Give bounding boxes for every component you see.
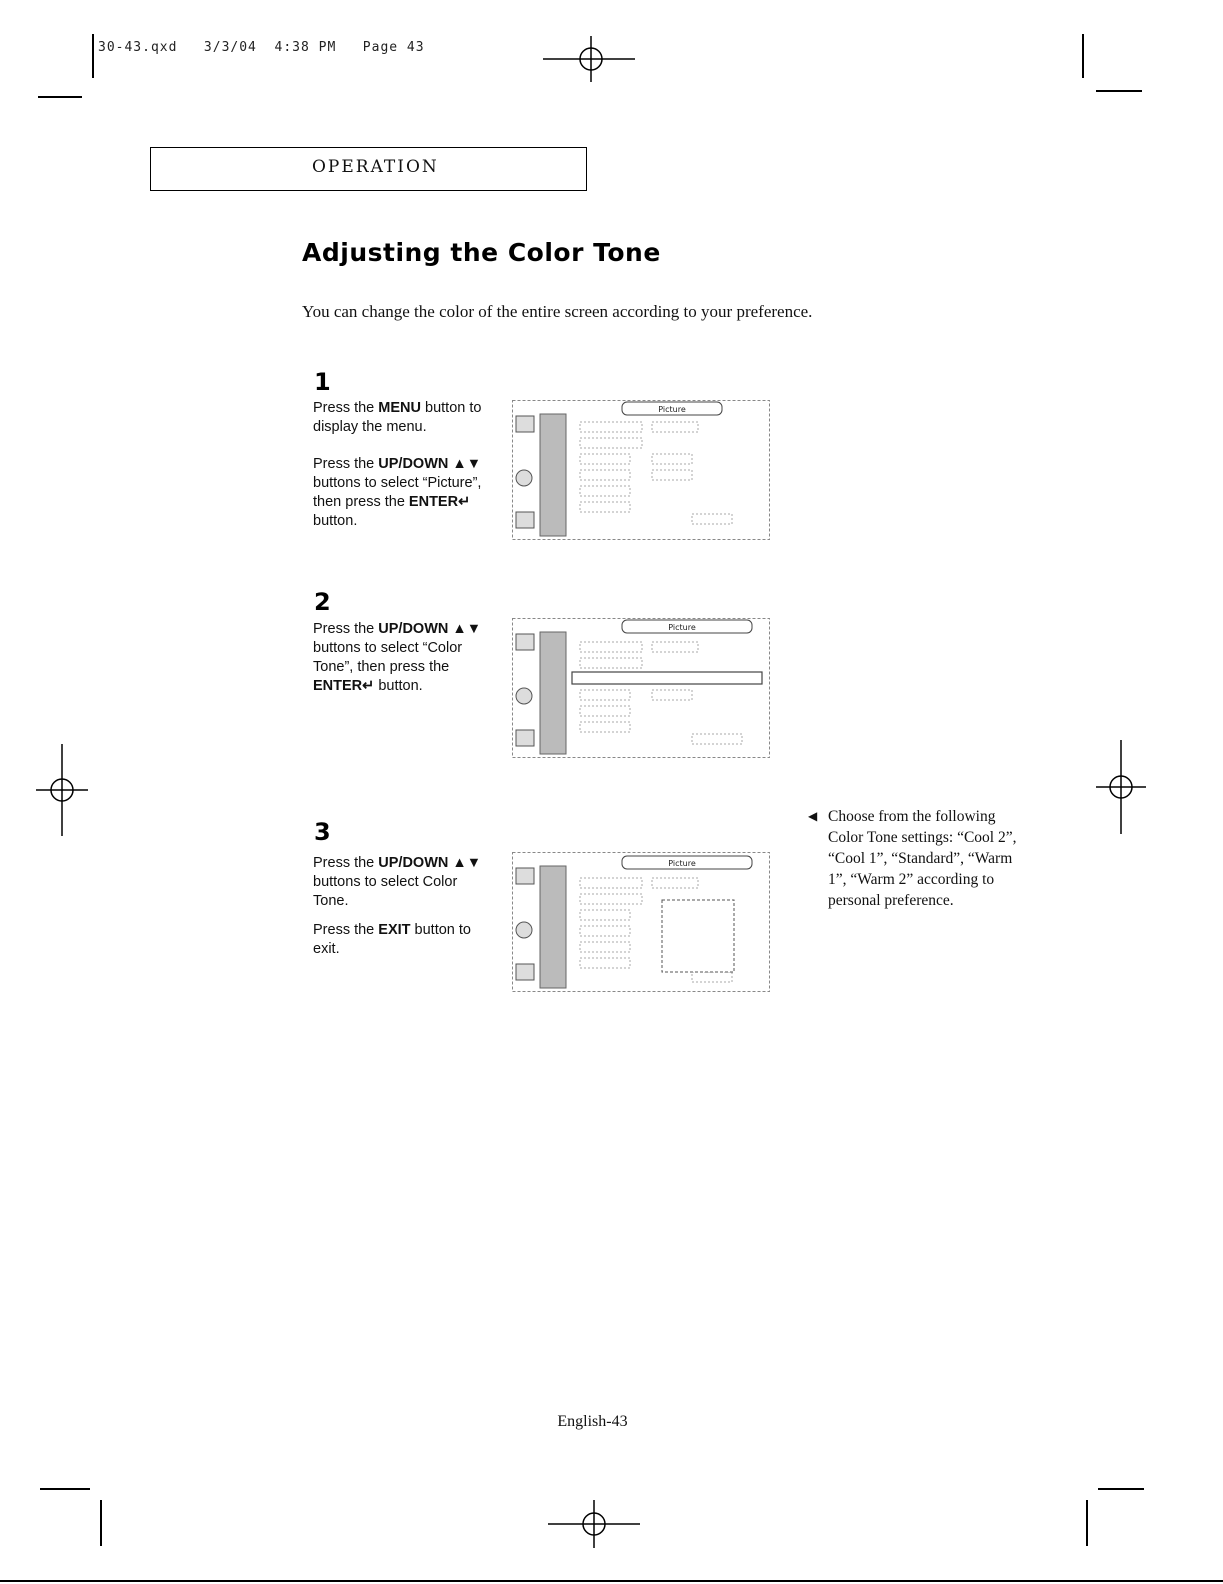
crop-mark bbox=[1082, 34, 1084, 78]
step-1-screen-title: Picture bbox=[658, 405, 686, 414]
crop-mark bbox=[92, 34, 94, 78]
crop-mark bbox=[1096, 90, 1142, 92]
registration-mark-icon bbox=[1096, 740, 1146, 834]
step-2-number: 2 bbox=[314, 588, 331, 616]
step-3-paragraph-2: Press the EXIT button to exit. bbox=[313, 922, 471, 957]
step-2-paragraph-1: Press the UP/DOWN ▲▼ buttons to select “Color Tone”, then press the ENTER↵ button. bbox=[313, 621, 482, 694]
color-tone-note-text: Choose from the following Color Tone settings: “Cool 2”, “Cool 1”, “Standard”, “Warm 1”, “Warm 2” according to personal preference. bbox=[828, 808, 1017, 909]
crop-mark bbox=[38, 96, 82, 98]
step-1-paragraph-1: Press the MENU button to display the menu. bbox=[313, 400, 482, 435]
step-3-number: 3 bbox=[314, 818, 331, 846]
step-1-number: 1 bbox=[314, 368, 331, 396]
page-title: Adjusting the Color Tone bbox=[302, 238, 661, 267]
step-3-menu-screenshot bbox=[512, 852, 770, 992]
left-triangle-icon: ◀ bbox=[808, 809, 818, 823]
crop-mark bbox=[40, 1488, 90, 1490]
step-1-paragraph-2: Press the UP/DOWN ▲▼ buttons to select “Picture”, then press the ENTER↵ button. bbox=[313, 456, 482, 529]
step-2-menu-screenshot bbox=[512, 618, 770, 758]
page-number: English-43 bbox=[557, 1413, 628, 1430]
step-1-menu-screenshot bbox=[512, 400, 770, 540]
section-header-label: OPERATION bbox=[312, 157, 439, 177]
bottom-rule bbox=[0, 1580, 1223, 1582]
print-slug: 30-43.qxd 3/3/04 4:38 PM Page 43 bbox=[98, 40, 425, 55]
intro-text: You can change the color of the entire screen according to your preference. bbox=[302, 302, 813, 321]
step-2-screen-title: Picture bbox=[668, 623, 696, 632]
step-2-instructions bbox=[313, 620, 485, 706]
step-1-instructions bbox=[313, 399, 503, 541]
crop-mark bbox=[1098, 1488, 1144, 1490]
step-3-screen-title: Picture bbox=[668, 859, 696, 868]
registration-mark-icon bbox=[541, 36, 637, 82]
color-tone-note bbox=[808, 806, 1028, 911]
crop-mark bbox=[1086, 1500, 1088, 1546]
step-3-instructions bbox=[313, 854, 493, 969]
step-3-paragraph-1: Press the UP/DOWN ▲▼ buttons to select Color Tone. bbox=[313, 855, 482, 909]
registration-mark-icon bbox=[36, 744, 88, 836]
registration-mark-icon bbox=[548, 1500, 640, 1548]
crop-mark bbox=[100, 1500, 102, 1546]
